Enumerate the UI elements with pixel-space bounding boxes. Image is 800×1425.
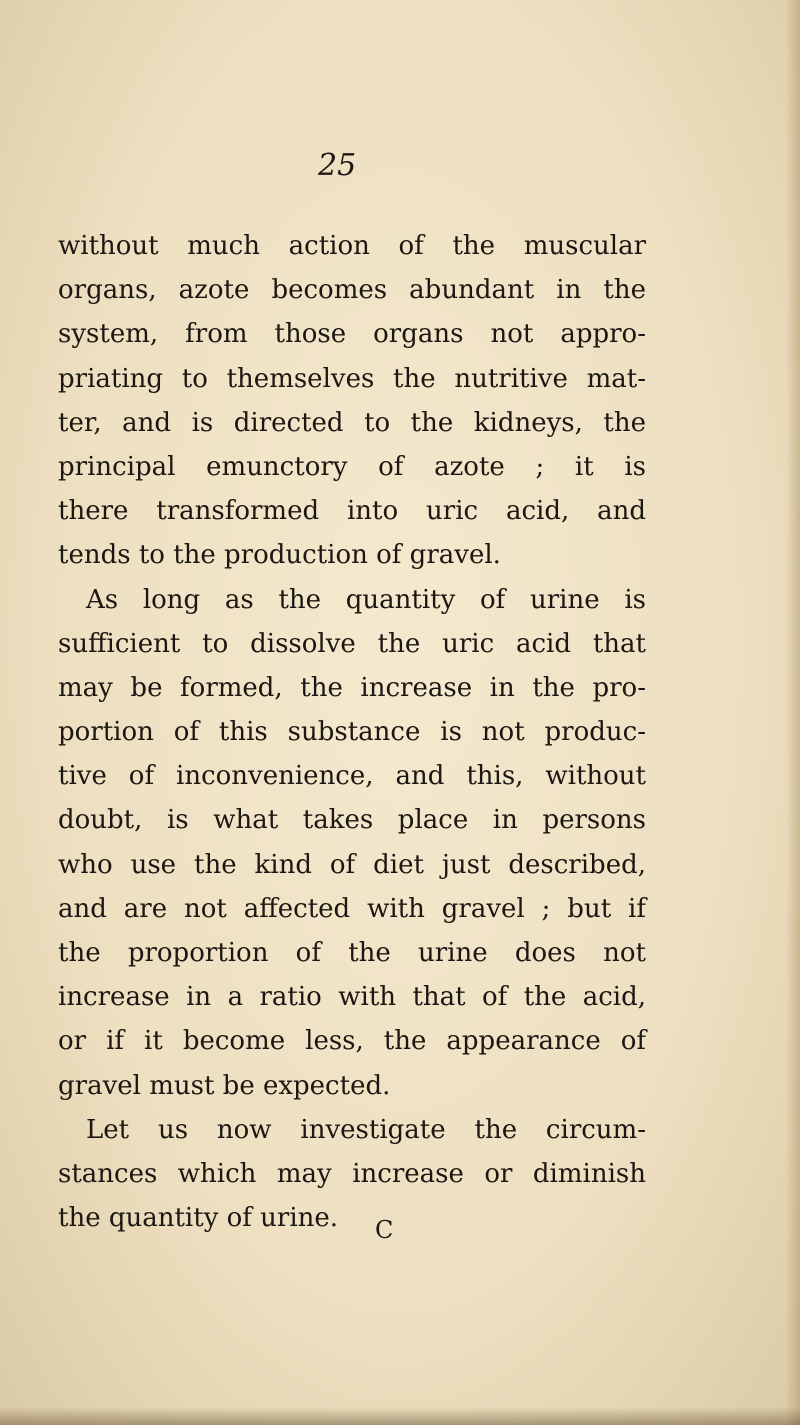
page-number: 25 xyxy=(318,148,357,183)
text-line: portion of this substance is not produc- xyxy=(58,717,646,748)
text-line: without much action of the muscular xyxy=(58,231,646,261)
page-bottom-shadow xyxy=(0,1407,800,1425)
text-line: increase in a ratio with that of the acid, xyxy=(58,982,646,1013)
text-line: the quantity of urine. xyxy=(58,1203,339,1234)
text-line: principal emunctory of azote ; it is xyxy=(58,451,646,482)
text-line: organs, azote becomes abundant in the xyxy=(58,275,646,306)
text-line: system, from those organs not appro- xyxy=(58,319,646,350)
text-line: gravel must be expected. xyxy=(58,1070,391,1101)
text-line: sufficient to dissolve the uric acid that xyxy=(58,628,646,659)
body-text xyxy=(58,224,646,1240)
text-line: who use the kind of diet just described, xyxy=(58,849,646,880)
text-line: ter, and is directed to the kidneys, the xyxy=(58,407,646,438)
text-line: may be formed, the increase in the pro- xyxy=(58,672,646,703)
text-line: the proportion of the urine does not xyxy=(58,938,646,968)
signature-mark: C xyxy=(375,1216,394,1244)
text-line: or if it become less, the appearance of xyxy=(58,1026,646,1057)
text-line: As long as the quantity of urine is xyxy=(86,584,646,615)
text-line: tends to the production of gravel. xyxy=(58,540,501,571)
text-line: there transformed into uric acid, and xyxy=(58,496,646,527)
text-line: stances which may increase or diminish xyxy=(58,1158,646,1189)
text-line: and are not affected with gravel ; but if xyxy=(58,893,646,924)
text-line: doubt, is what takes place in persons xyxy=(58,805,646,836)
text-line: Let us now investigate the circum- xyxy=(86,1114,646,1145)
text-line: priating to themselves the nutritive mat- xyxy=(58,363,646,394)
text-line: tive of inconvenience, and this, without xyxy=(58,761,646,792)
page-edge-shadow xyxy=(786,0,800,1425)
